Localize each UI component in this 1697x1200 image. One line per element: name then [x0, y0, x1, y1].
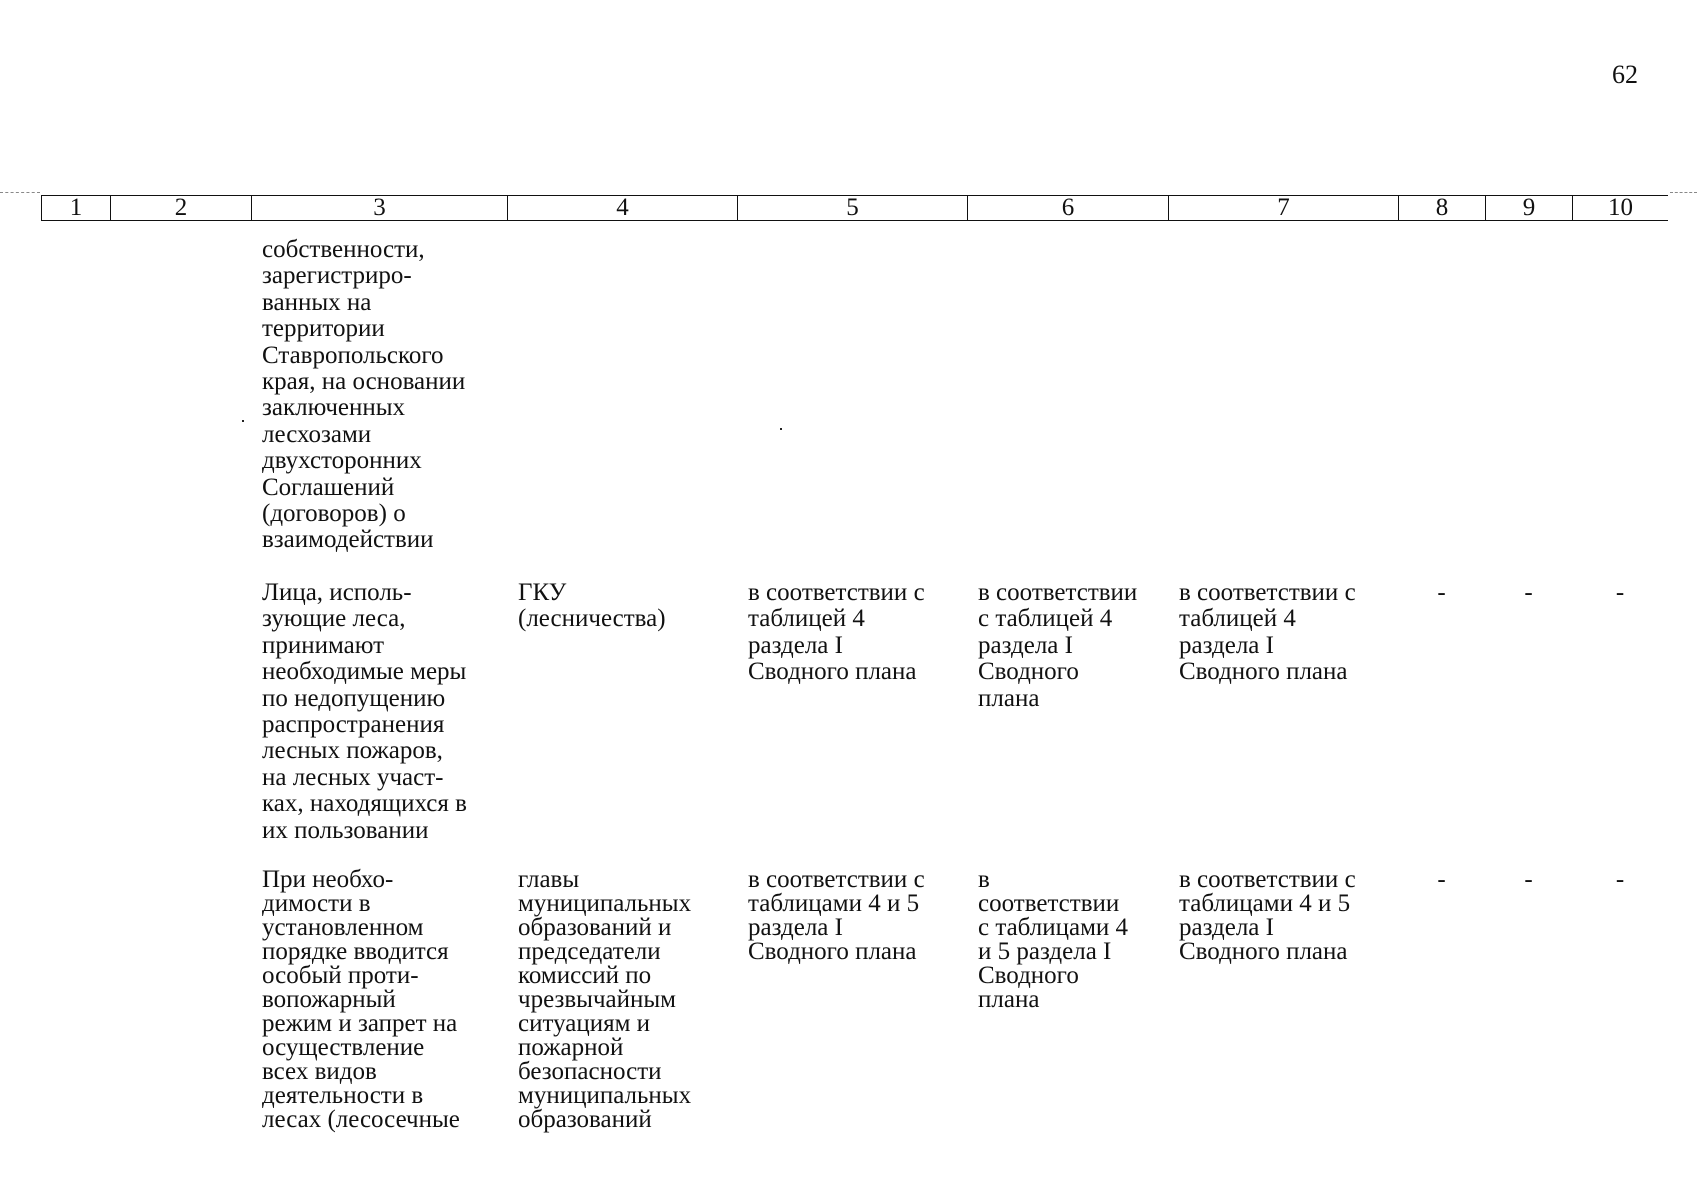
text-line: димости в [262, 890, 371, 917]
margin-mark-right [1670, 192, 1697, 195]
text-line: раздела I [748, 914, 843, 941]
cell-col-4 [507, 237, 737, 554]
text-line: безопасности [518, 1058, 662, 1085]
text-line: Соглашений [262, 473, 395, 501]
cell-col-6 [967, 868, 1168, 1132]
text-line: Сводного плана [748, 938, 917, 965]
header-col-10: 10 [1572, 196, 1668, 220]
text-line: порядке вводится [262, 938, 449, 965]
header-col-9: 9 [1485, 196, 1572, 220]
text-line: по недопущению [262, 684, 446, 712]
text-line: плана [978, 684, 1040, 712]
text-line: необходимые меры [262, 658, 467, 686]
scan-speck [780, 428, 782, 430]
header-col-4: 4 [507, 196, 737, 220]
text-line: на лесных участ- [262, 763, 444, 791]
text-line: председатели [518, 938, 661, 965]
text-line: муниципальных [518, 1082, 692, 1109]
text-line: двухсторонних [262, 447, 422, 475]
text-line: в соответствии [978, 579, 1138, 606]
header-col-1: 1 [41, 196, 110, 220]
text-line: Сводного плана [748, 658, 917, 686]
text-line: в соответствии с [1179, 866, 1356, 893]
cell-col-7 [1168, 868, 1398, 1132]
text-line: раздела I [978, 631, 1073, 659]
header-col-5: 5 [737, 196, 967, 220]
table-row [41, 580, 1668, 844]
cell-col-10 [1572, 237, 1668, 554]
margin-mark-left [0, 192, 40, 195]
text-line: раздела I [1179, 631, 1274, 659]
text-line: всех видов [262, 1058, 377, 1085]
text-line: лесных пожаров, [262, 737, 443, 765]
text-line: Ставропольского [262, 341, 444, 369]
text-line: территории [262, 315, 385, 343]
text-line: режим и запрет на [262, 1010, 458, 1037]
cell-col-7 [1168, 237, 1398, 554]
table-row [41, 237, 1668, 554]
text-line: комиссий по [518, 962, 652, 989]
cell-col-7 [1168, 580, 1398, 844]
text-line: раздела I [1179, 914, 1274, 941]
text-line: их пользовании [262, 816, 429, 844]
text-line: таблицей 4 [1179, 605, 1296, 633]
text-line: взаимодействии [262, 526, 434, 554]
text-line: распространения [262, 711, 445, 739]
cell-col-2 [110, 237, 251, 554]
text-line: таблицами 4 и 5 [748, 890, 920, 917]
text-line: с таблицами 4 [978, 914, 1129, 941]
text-line: Лица, исполь- [262, 579, 412, 606]
text-line: При необхо- [262, 866, 394, 893]
text-line: таблицей 4 [748, 605, 865, 633]
cell-col-8: - [1437, 866, 1446, 893]
text-line: края, на основании [262, 368, 466, 396]
cell-col-3 [251, 868, 507, 1132]
text-line: в соответствии с [1179, 579, 1356, 606]
text-line: ках, находящихся в [262, 790, 467, 818]
text-line: (лесничества) [518, 605, 666, 633]
text-line: образований и [518, 914, 672, 941]
text-line: зарегистриро- [262, 262, 412, 290]
header-col-6: 6 [967, 196, 1168, 220]
text-line: собственности, [262, 236, 425, 263]
text-line: Сводного [978, 658, 1079, 686]
cell-col-2 [110, 868, 251, 1132]
cell-col-5 [737, 580, 967, 844]
cell-col-5 [737, 237, 967, 554]
cell-col-9 [1485, 237, 1572, 554]
cell-col-6 [967, 237, 1168, 554]
page-number: 62 [1612, 60, 1638, 89]
text-line: чрезвычайным [518, 986, 676, 1013]
text-line: в [978, 866, 990, 893]
text-line: Сводного плана [1179, 658, 1348, 686]
text-line: (договоров) о [262, 500, 406, 528]
cell-col-1 [41, 868, 110, 1132]
cell-col-10: - [1615, 866, 1625, 893]
scan-speck [242, 420, 244, 422]
text-line: вопожарный [262, 986, 396, 1013]
cell-col-8 [1398, 237, 1485, 554]
text-line: установленном [262, 914, 424, 941]
text-line: заключенных [262, 394, 406, 422]
header-col-8: 8 [1398, 196, 1485, 220]
cell-col-8: - [1437, 579, 1446, 606]
cell-col-9: - [1524, 866, 1533, 893]
header-col-7: 7 [1168, 196, 1398, 220]
text-line: Сводного плана [1179, 938, 1348, 965]
text-line: ситуациям и [518, 1010, 651, 1037]
cell-col-4 [507, 580, 737, 844]
cell-col-10: - [1615, 579, 1625, 606]
cell-col-1 [41, 580, 110, 844]
text-line: таблицами 4 и 5 [1179, 890, 1351, 917]
text-line: ванных на [262, 288, 372, 316]
text-line: главы [518, 866, 580, 893]
cell-col-3 [251, 237, 507, 554]
text-line: соответствии [978, 890, 1120, 917]
text-line: муниципальных [518, 890, 692, 917]
text-line: зующие леса, [262, 605, 406, 633]
text-line: образований [518, 1106, 652, 1133]
cell-col-9: - [1524, 579, 1533, 606]
text-line: плана [978, 986, 1040, 1013]
text-line: раздела I [748, 631, 843, 659]
cell-col-5 [737, 868, 967, 1132]
cell-col-1 [41, 237, 110, 554]
text-line: и 5 раздела I [978, 938, 1112, 965]
text-line: Сводного [978, 962, 1079, 989]
text-line: принимают [262, 631, 385, 659]
cell-col-3 [251, 580, 507, 844]
text-line: ГКУ [518, 579, 567, 606]
cell-col-2 [110, 580, 251, 844]
cell-col-6 [967, 580, 1168, 844]
header-col-3: 3 [251, 196, 507, 220]
text-line: деятельности в [262, 1082, 424, 1109]
text-line: лесах (лесосечные [262, 1106, 460, 1133]
text-line: осуществление [262, 1034, 425, 1061]
text-line: с таблицей 4 [978, 605, 1113, 633]
table-header-row [41, 195, 1668, 221]
text-line: в соответствии с [748, 579, 925, 606]
table-row [41, 868, 1668, 1132]
text-line: особый проти- [262, 962, 419, 989]
text-line: лесхозами [262, 420, 372, 448]
header-col-2: 2 [110, 196, 251, 220]
cell-col-4 [507, 868, 737, 1132]
text-line: пожарной [518, 1034, 624, 1061]
text-line: в соответствии с [748, 866, 925, 893]
